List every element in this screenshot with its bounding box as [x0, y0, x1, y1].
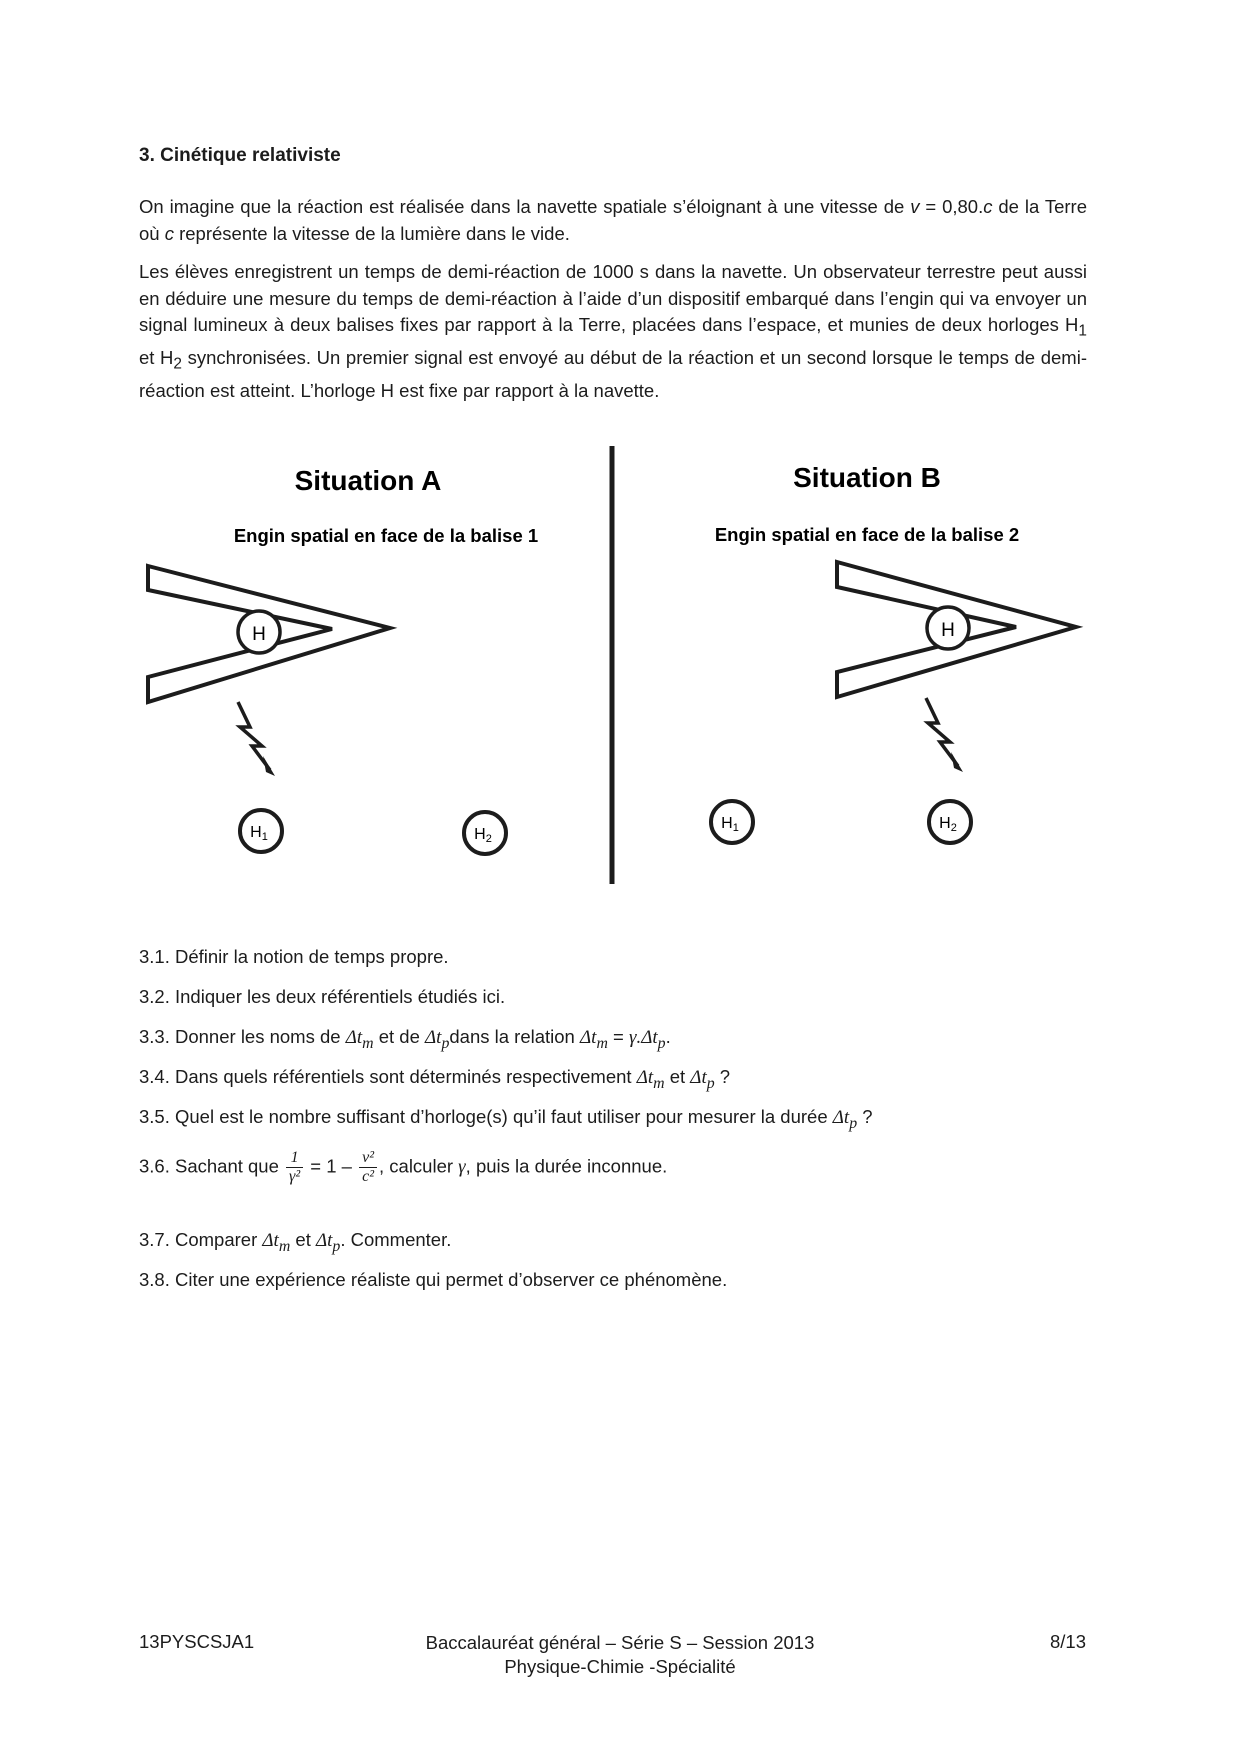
text: = 1 –	[305, 1155, 358, 1177]
text: et H	[139, 347, 174, 369]
symbol: γ	[458, 1156, 466, 1178]
subscript: p	[657, 1034, 666, 1052]
section-title: 3. Cinétique relativiste	[139, 145, 341, 166]
situation-a-subtitle: Engin spatial en face de la balise 1	[233, 525, 539, 546]
beacon-2-a	[464, 812, 506, 854]
text: dans la relation	[449, 1026, 580, 1047]
text: , calculer	[379, 1155, 459, 1177]
beacon-1-b	[711, 801, 753, 843]
text: et	[290, 1229, 316, 1250]
subscript: p	[706, 1074, 715, 1092]
text: synchronisées. Un premier signal est envoyé au début de la réaction et un second lorsque le temps de demi-réaction est atteint. L’horloge H est fixe par rapport à la navette.	[139, 347, 1087, 402]
subscript: m	[653, 1074, 665, 1092]
footer-title-line-1: Baccalauréat général – Série S – Session 2013	[425, 1632, 815, 1653]
situation-b-title: Situation B	[793, 462, 941, 493]
signal-b-arrowhead	[951, 752, 963, 772]
subscript: m	[278, 1237, 291, 1255]
text: et	[664, 1066, 691, 1087]
subscript: m	[362, 1034, 374, 1052]
denominator: γ²	[289, 1168, 301, 1185]
symbol: Δt	[425, 1027, 442, 1048]
symbol: Δt	[641, 1027, 658, 1048]
subscript: 1	[1078, 322, 1087, 340]
text: représente la vitesse de la lumière dans le vide.	[173, 222, 570, 244]
text: ?	[714, 1066, 731, 1087]
text: ?	[857, 1106, 873, 1127]
situation-b-subtitle: Engin spatial en face de la balise 2	[714, 524, 1020, 545]
fraction-1-over-gamma-squared	[286, 1149, 303, 1186]
subscript: p	[332, 1237, 341, 1255]
symbol: Δt	[345, 1027, 363, 1048]
text: .	[665, 1026, 671, 1047]
question-3-8: 3.8. Citer une expérience réaliste qui permet d’observer ce phénomène.	[139, 1269, 728, 1290]
text: Les élèves enregistrent un temps de demi-réaction de 1000 s dans la navette. Un observateur terrestre peut aussi en déduire une mesure du temps de demi-réaction à l’aide d’un dispositif embarqué dans l’engin qui va envoyer un signal lumineux à deux balises fixes par rapport à la Terre, placées dans l’espace, et munies de deux horloges H	[139, 261, 1087, 335]
question-3-2: 3.2. Indiquer les deux référentiels étudiés ici.	[139, 986, 506, 1007]
symbol: γ.	[628, 1027, 642, 1048]
clock-h-a-label: H	[252, 624, 266, 645]
text: , puis la durée inconnue.	[465, 1155, 668, 1177]
question-3-5	[139, 1106, 873, 1133]
page-number: 8/13	[1049, 1631, 1086, 1652]
clock-h2-label: H2	[939, 815, 957, 834]
denominator: c²	[362, 1168, 374, 1185]
symbol: Δt	[636, 1067, 654, 1088]
question-3-1: 3.1. Définir la notion de temps propre.	[139, 946, 449, 967]
symbol: Δt	[580, 1027, 597, 1048]
symbol-c: c	[164, 222, 174, 244]
text: de la Terre où	[139, 196, 1087, 244]
numerator: 1	[286, 1149, 303, 1168]
clock-h1-label: H1	[250, 824, 268, 843]
text: On imagine que la réaction est réalisée dans la navette spatiale s’éloignant à une vitesse de	[139, 196, 911, 217]
text: et de	[373, 1026, 426, 1047]
clock-h-b-label: H	[941, 620, 955, 641]
question-3-6	[139, 1149, 667, 1186]
text: = 0,80.	[919, 196, 984, 217]
footer-code: 13PYSCSJA1	[139, 1631, 255, 1652]
footer-title-line-2: Physique-Chimie -Spécialité	[504, 1656, 736, 1677]
subscript: p	[849, 1114, 858, 1132]
symbol: Δt	[262, 1230, 279, 1251]
clock-h1-label: H1	[721, 815, 739, 834]
text: 3.6. Sachant que	[139, 1155, 285, 1177]
subscript: 2	[173, 355, 182, 373]
fraction-v2-over-c2	[359, 1149, 377, 1186]
symbol: Δt	[690, 1067, 707, 1088]
text: =	[607, 1026, 629, 1047]
footer-title	[360, 1631, 880, 1679]
subscript: m	[596, 1034, 608, 1052]
symbol-v: v	[910, 196, 920, 217]
question-3-7	[139, 1229, 451, 1256]
beacon-2-b	[929, 801, 971, 843]
symbol: Δt	[832, 1107, 850, 1128]
text: 3.7. Comparer	[139, 1229, 263, 1250]
signal-a-arrowhead	[263, 756, 275, 776]
situation-a-title: Situation A	[294, 465, 442, 496]
subscript: p	[441, 1034, 450, 1052]
symbol: Δt	[315, 1230, 333, 1251]
clock-h2-label: H2	[474, 826, 492, 845]
text: 3.3. Donner les noms de	[139, 1026, 346, 1047]
text: 3.4. Dans quels référentiels sont déterminés respectivement	[139, 1066, 637, 1087]
text: . Commenter.	[340, 1229, 452, 1250]
symbol-c: c	[983, 196, 993, 217]
question-3-3	[139, 1026, 671, 1053]
beacon-1-a	[240, 810, 282, 852]
numerator: v²	[359, 1149, 377, 1168]
question-3-4	[139, 1066, 730, 1093]
text: 3.5. Quel est le nombre suffisant d’horloge(s) qu’il faut utiliser pour mesurer la durée	[139, 1106, 833, 1127]
